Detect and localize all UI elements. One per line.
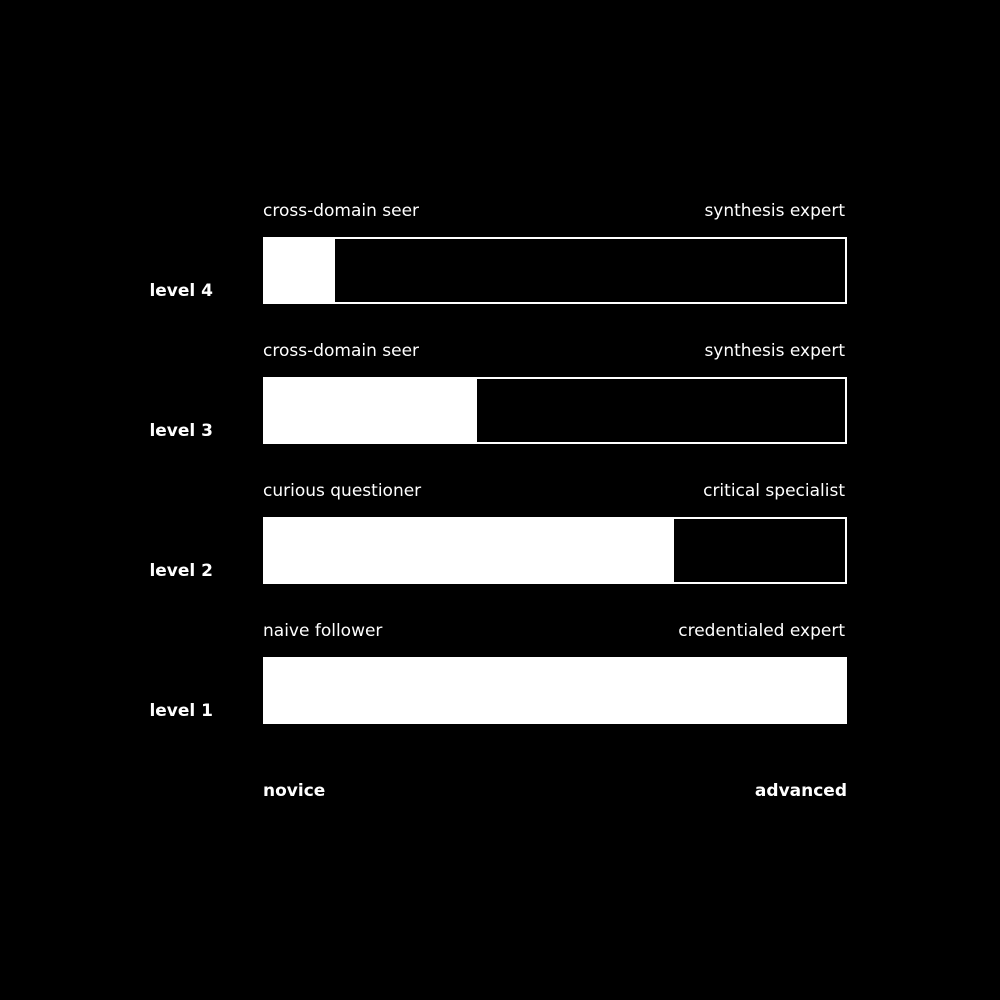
level-2-bar-track bbox=[263, 517, 847, 584]
level-4-bar-fill bbox=[265, 239, 335, 302]
level-4-label: level 4 bbox=[149, 281, 213, 301]
level-4-left-descriptor: cross-domain seer bbox=[263, 201, 420, 221]
level-1-bar-track bbox=[263, 657, 847, 724]
level-1-left-descriptor: naive follower bbox=[263, 621, 383, 641]
axis-max-label: advanced bbox=[754, 781, 847, 801]
level-3-label: level 3 bbox=[149, 421, 213, 441]
level-2-label: level 2 bbox=[149, 561, 213, 581]
level-1-right-descriptor: credentialed expert bbox=[678, 621, 845, 641]
level-row-4 bbox=[0, 200, 1000, 340]
level-row-2 bbox=[0, 480, 1000, 620]
level-4-bar-track bbox=[263, 237, 847, 304]
level-3-left-descriptor: cross-domain seer bbox=[263, 341, 420, 361]
level-2-right-descriptor: critical specialist bbox=[703, 481, 845, 501]
level-3-bar-fill bbox=[265, 379, 477, 442]
level-3-right-descriptor: synthesis expert bbox=[704, 341, 845, 361]
level-2-left-descriptor: curious questioner bbox=[263, 481, 422, 501]
level-row-1 bbox=[0, 620, 1000, 760]
level-4-right-descriptor: synthesis expert bbox=[704, 201, 845, 221]
level-3-bar-track bbox=[263, 377, 847, 444]
level-row-3 bbox=[0, 340, 1000, 480]
level-2-bar-fill bbox=[265, 519, 674, 582]
level-1-bar-fill bbox=[265, 659, 845, 722]
axis-min-label: novice bbox=[263, 781, 326, 801]
level-1-label: level 1 bbox=[149, 701, 213, 721]
